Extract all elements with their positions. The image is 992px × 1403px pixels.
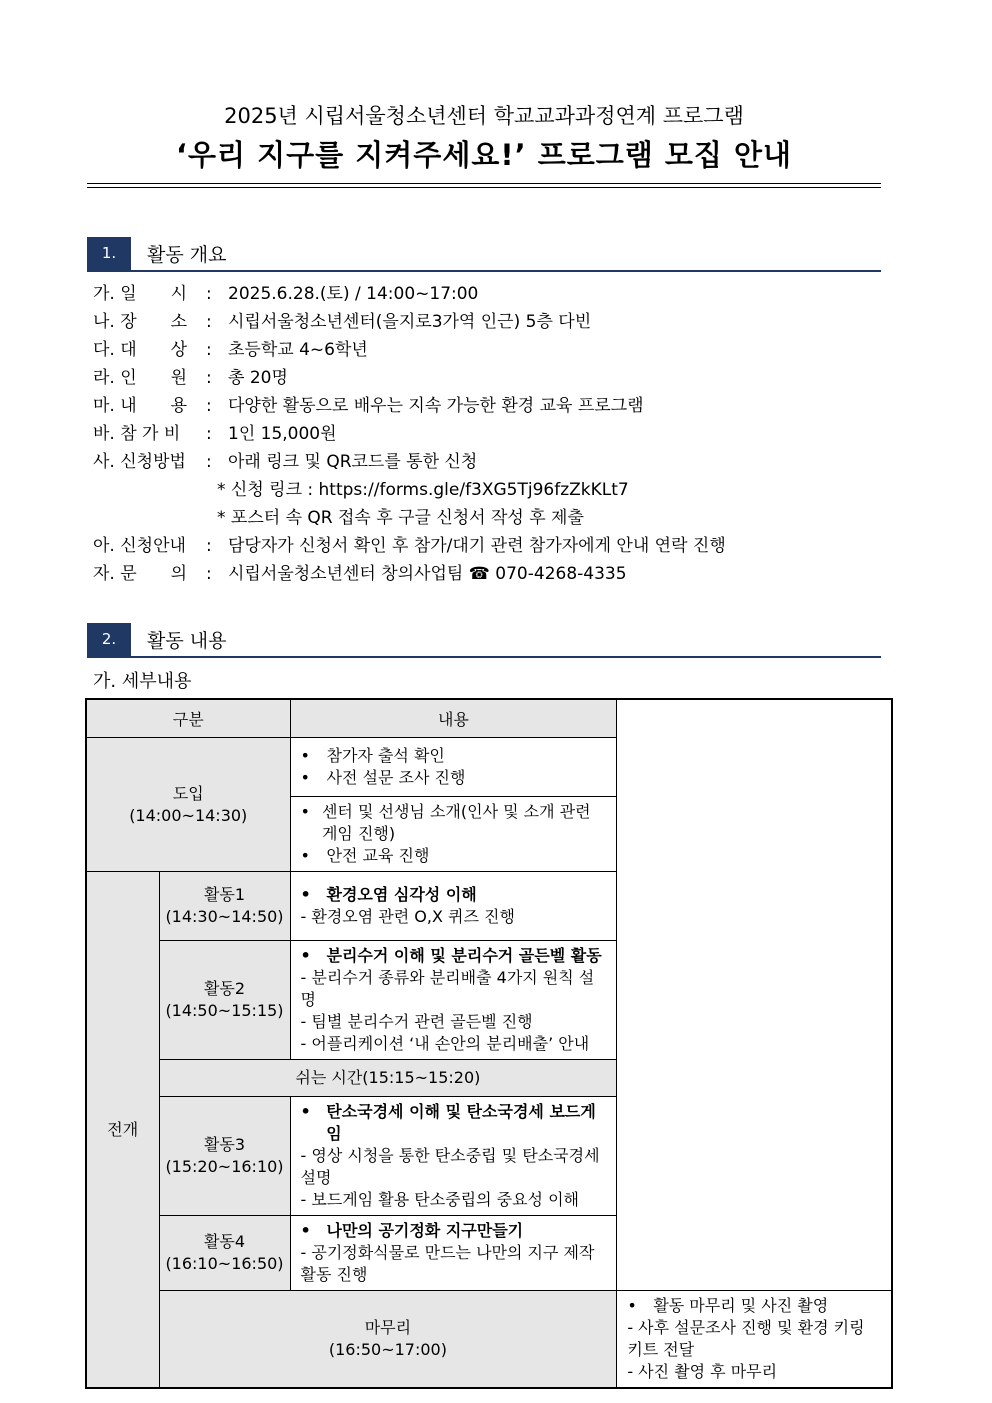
row-value: 담당자가 신청서 확인 후 참가/대기 관련 참가자에게 안내 연락 진행	[228, 536, 726, 556]
row-value: 1인 15,000원	[228, 424, 337, 444]
detail-line: - 사후 설문조사 진행 및 환경 키링 키트 전달	[627, 1318, 865, 1359]
act2-content	[290, 941, 617, 1060]
act1-time: (14:30~14:50)	[165, 907, 284, 926]
end-time: (16:50~17:00)	[328, 1340, 447, 1359]
bullet-icon: •	[300, 946, 311, 965]
table-row	[86, 1060, 892, 1097]
bullet-icon: •	[300, 846, 310, 865]
act4-label: 활동4	[203, 1232, 246, 1251]
list-item	[301, 745, 609, 767]
header-content: 내용	[290, 699, 617, 738]
table-header-row	[86, 699, 892, 738]
overview-list	[93, 280, 726, 588]
detail-line: - 사진 촬영 후 마무리	[627, 1362, 778, 1381]
list-item	[301, 1220, 609, 1242]
list-text: 참가자 출석 확인	[326, 746, 445, 765]
overview-row	[93, 392, 726, 420]
row-sep: :	[206, 340, 212, 360]
row-value: 2025.6.28.(토) / 14:00~17:00	[228, 284, 479, 304]
detail-line: - 공기정화식물로 만드는 나만의 지구 제작 활동 진행	[300, 1243, 595, 1284]
act4-time: (16:10~16:50)	[165, 1254, 284, 1273]
act2-label-cell	[159, 941, 290, 1060]
schedule-table	[85, 698, 893, 1389]
overview-row	[93, 364, 726, 392]
act3-label: 활동3	[203, 1135, 246, 1154]
list-text: 안전 교육 진행	[326, 846, 430, 865]
bullet-icon: •	[300, 768, 310, 787]
table-row	[86, 1291, 892, 1389]
end-label-cell	[159, 1291, 617, 1389]
act2-label: 활동2	[203, 979, 246, 998]
row-key: 사. 신청방법	[93, 452, 186, 472]
list-item	[301, 884, 609, 906]
overview-row	[93, 448, 726, 476]
act1-label-cell	[159, 872, 290, 941]
list-text: 환경오염 심각성 이해	[326, 885, 477, 904]
list-item	[627, 1295, 883, 1317]
detail-line: - 분리수거 종류와 분리배출 4가지 원칙 설명	[300, 968, 595, 1009]
act3-label-cell	[159, 1097, 290, 1216]
table-row	[86, 738, 892, 797]
row-key: 마. 내 용	[93, 396, 188, 416]
list-item	[301, 1101, 609, 1145]
list-item	[301, 801, 609, 845]
row-key: 자. 문 의	[93, 564, 188, 584]
detail-line: - 영상 시청을 통한 탄소중립 및 탄소국경세 설명	[300, 1146, 600, 1187]
intro-content-a	[290, 738, 617, 797]
overview-row	[93, 308, 726, 336]
row-value: 초등학교 4~6학년	[228, 340, 368, 360]
row-value: 시립서울청소년센터 창의사업팀 ☎ 070-4268-4335	[228, 564, 627, 584]
table-row	[86, 1097, 892, 1216]
act3-time: (15:20~16:10)	[165, 1157, 284, 1176]
section-1-header	[87, 237, 881, 272]
act1-content	[290, 872, 617, 941]
row-key: 나. 장 소	[93, 312, 188, 332]
overview-row	[93, 560, 726, 588]
list-item	[301, 767, 609, 789]
detail-line: - 어플리케이션 ‘내 손안의 분리배출’ 안내	[300, 1034, 590, 1053]
bullet-icon: •	[300, 1102, 311, 1121]
row-key: 가. 일 시	[93, 284, 188, 304]
title-line1: 2025년 시립서울청소년센터 학교교과과정연계 프로그램	[224, 104, 744, 128]
divider-top	[87, 183, 881, 184]
row-value: 시립서울청소년센터(을지로3가역 인근) 5층 다빈	[228, 312, 592, 332]
list-text: 사전 설문 조사 진행	[326, 768, 466, 787]
bullet-icon: •	[300, 802, 310, 821]
row-key: 라. 인 원	[93, 368, 188, 388]
intro-label-cell	[86, 738, 290, 872]
overview-row	[93, 280, 726, 308]
overview-row	[93, 420, 726, 448]
detail-line: - 팀별 분리수거 관련 골든벨 진행	[300, 1012, 533, 1031]
application-link[interactable]: * 신청 링크 : https://forms.gle/f3XG5Tj96fzZkKLt7	[217, 480, 629, 500]
break-row: 쉬는 시간(15:15~15:20)	[159, 1060, 617, 1097]
section-1-label: 활동 개요	[147, 244, 227, 266]
row-sep: :	[206, 396, 212, 416]
application-qr-note: * 포스터 속 QR 접속 후 구글 신청서 작성 후 제출	[217, 508, 584, 528]
main-label: 전개	[86, 872, 159, 1389]
row-sep: :	[206, 564, 212, 584]
header-category: 구분	[86, 699, 290, 738]
act1-label: 활동1	[203, 885, 246, 904]
list-text: 센터 및 선생님 소개(인사 및 소개 관련 게임 진행)	[321, 802, 591, 843]
bullet-icon: •	[300, 1221, 311, 1240]
end-content	[617, 1291, 892, 1389]
detail-line: - 보드게임 활용 탄소중립의 중요성 이해	[300, 1190, 579, 1209]
intro-label: 도입	[172, 783, 204, 803]
table-row	[86, 1216, 892, 1291]
overview-row	[93, 532, 726, 560]
act3-content	[290, 1097, 617, 1216]
row-key: 바. 참 가 비	[93, 424, 181, 444]
detail-subheading: 가. 세부내용	[93, 671, 192, 692]
row-value: 총 20명	[228, 368, 288, 388]
list-text: 활동 마무리 및 사진 촬영	[653, 1296, 829, 1315]
row-value: 다양한 활동으로 배우는 지속 가능한 환경 교육 프로그램	[228, 396, 644, 416]
list-item	[301, 845, 609, 867]
end-label: 마무리	[364, 1318, 412, 1337]
row-sep: :	[206, 312, 212, 332]
row-sep: :	[206, 368, 212, 388]
row-sep: :	[206, 452, 212, 472]
divider-bottom	[87, 187, 881, 188]
bullet-icon: •	[300, 746, 310, 765]
act2-time: (14:50~15:15)	[165, 1001, 284, 1020]
row-sep: :	[206, 536, 212, 556]
bullet-icon: •	[627, 1296, 637, 1315]
act4-content	[290, 1216, 617, 1291]
row-sep: :	[206, 284, 212, 304]
section-2-label: 활동 내용	[147, 630, 227, 652]
overview-row	[93, 336, 726, 364]
title-line2: ‘우리 지구를 지켜주세요!’ 프로그램 모집 안내	[176, 138, 792, 172]
detail-line: - 환경오염 관련 O,X 퀴즈 진행	[300, 907, 515, 926]
list-text: 나만의 공기정화 지구만들기	[326, 1221, 524, 1240]
section-2-number: 2.	[87, 623, 131, 656]
intro-time: (14:00~14:30)	[129, 805, 248, 825]
section-2-header	[87, 623, 881, 658]
table-row	[86, 941, 892, 1060]
list-text: 탄소국경세 이해 및 탄소국경세 보드게임	[326, 1102, 596, 1143]
row-sep: :	[206, 424, 212, 444]
row-key: 아. 신청안내	[93, 536, 186, 556]
section-1-number: 1.	[87, 237, 131, 270]
act4-label-cell	[159, 1216, 290, 1291]
row-value: 아래 링크 및 QR코드를 통한 신청	[228, 452, 478, 472]
list-item	[301, 945, 609, 967]
list-text: 분리수거 이해 및 분리수거 골든벨 활동	[326, 946, 602, 965]
row-key: 다. 대 상	[93, 340, 188, 360]
intro-content-b	[290, 797, 617, 872]
table-row	[86, 872, 892, 941]
bullet-icon: •	[300, 885, 311, 904]
